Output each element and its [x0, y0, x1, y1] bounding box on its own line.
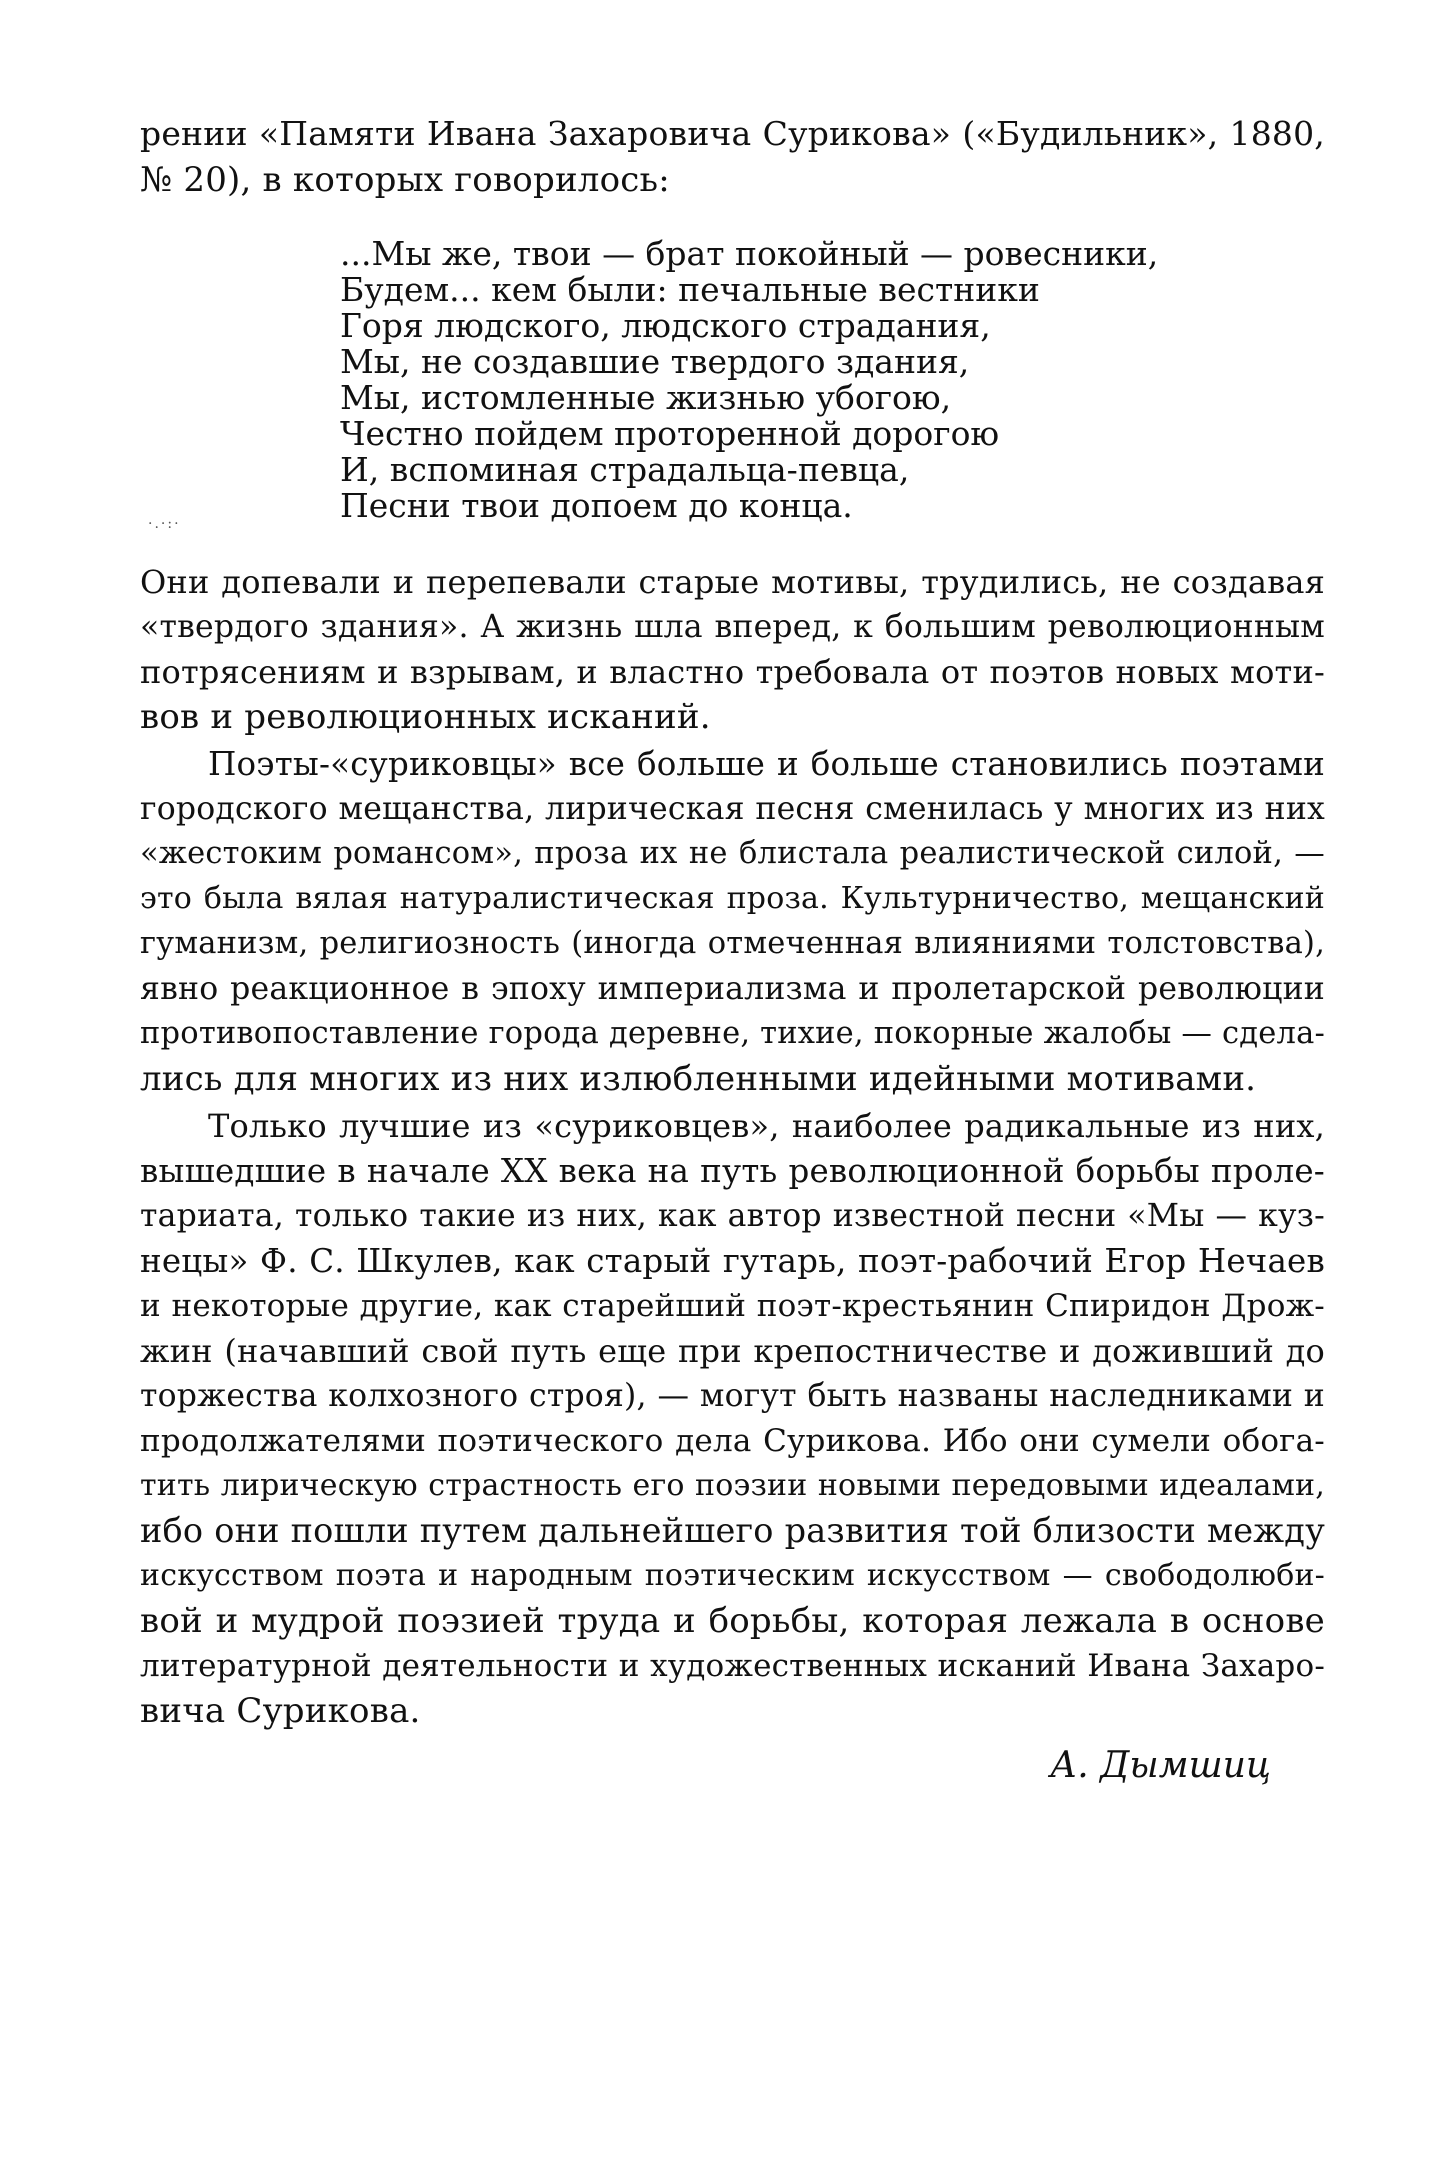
- author-signature: А. Дымшиц: [1050, 1745, 1271, 1786]
- paragraph-3-line: вой и мудрой поэзией труда и борьбы, которая лежала в основе: [140, 1601, 1325, 1641]
- paragraph-3-line: тить лирическую страстность его поэзии новыми передовыми идеалами,: [140, 1468, 1325, 1503]
- paragraph-2-line: явно реакционное в эпоху империализма и пролетарской революции: [140, 971, 1325, 1007]
- paragraph-2-line: Поэты-«суриковцы» все больше и больше становились поэтами: [208, 745, 1325, 783]
- poem-line: Горя людского, людского страдания,: [340, 306, 991, 345]
- paragraph-2-line: лись для многих из них излюбленными идейными мотивами.: [140, 1059, 1257, 1099]
- paragraph-1-line: потрясениям и взрывам, и властно требовала от поэтов новых моти-: [140, 653, 1325, 691]
- paragraph-3-line: жин (начавший свой путь еще при крепостничестве и доживший до: [140, 1332, 1325, 1370]
- poem-line: ...Мы же, твои — брат покойный — ровесники,: [340, 234, 1159, 273]
- paragraph-3-line: и некоторые другие, как старейший поэт-крестьянин Спиридон Дрож-: [140, 1288, 1325, 1324]
- poem-line: Мы, не создавшие твердого здания,: [340, 342, 970, 381]
- poem-line: Будем... кем были: печальные вестники: [340, 270, 1040, 309]
- paragraph-3-line: тариата, только такие из них, как автор известной песни «Мы — куз-: [140, 1198, 1325, 1234]
- poem-line: Честно пойдем проторенной дорогою: [340, 414, 1000, 453]
- print-speck: ·.·:·: [148, 516, 181, 532]
- paragraph-2-line: городского мещанства, лирическая песня сменилась у многих из них: [140, 791, 1325, 827]
- paragraph-1-line: вов и революционных исканий.: [140, 697, 711, 737]
- paragraph-3-line: торжества колхозного строя), — могут быть названы наследниками и: [140, 1378, 1325, 1414]
- paragraph-3-line: продолжателями поэтического дела Сурикова. Ибо они сумели обога-: [140, 1423, 1325, 1459]
- paragraph-2-line: противопоставление города деревне, тихие, покорные жалобы — сдела-: [140, 1016, 1325, 1051]
- poem-line: Мы, истомленные жизнью убогою,: [340, 378, 952, 417]
- opening-line: рении «Памяти Ивана Захаровича Сурикова» («Будильник», 1880,: [140, 114, 1325, 153]
- paragraph-2-line: это была вялая натуралистическая проза. Культурничество, мещанский: [140, 881, 1325, 916]
- paragraph-3-line: вышедшие в начале XX века на путь революционной борьбы проле-: [140, 1152, 1325, 1190]
- opening-line: № 20), в которых говорилось:: [140, 160, 670, 200]
- paragraph-2-line: «жестоким романсом», проза их не блистала реалистической силой, —: [140, 836, 1325, 871]
- paragraph-1-line: Они допевали и перепевали старые мотивы, трудились, не создавая: [140, 563, 1325, 601]
- paragraph-3-line: нецы» Ф. С. Шкулев, как старый гутарь, поэт-рабочий Егор Нечаев: [140, 1242, 1325, 1280]
- paragraph-3-line: Только лучшие из «суриковцев», наиболее радикальные из них,: [208, 1107, 1325, 1145]
- poem-line: И, вспоминая страдальца-певца,: [340, 450, 910, 489]
- paragraph-3-line: ибо они пошли путем дальнейшего развития той близости между: [140, 1511, 1325, 1550]
- poem-line: Песни твои допоем до конца.: [340, 486, 853, 525]
- paragraph-3-line: вича Сурикова.: [140, 1691, 421, 1731]
- paragraph-1-line: «твердого здания». А жизнь шла вперед, к большим революционным: [140, 609, 1325, 645]
- paragraph-3-line: искусством поэта и народным поэтическим искусством — свободолюби-: [140, 1558, 1325, 1593]
- paragraph-2-line: гуманизм, религиозность (иногда отмеченная влияниями толстовства),: [140, 926, 1325, 961]
- paragraph-3-line: литературной деятельности и художественных исканий Ивана Захаро-: [140, 1648, 1325, 1684]
